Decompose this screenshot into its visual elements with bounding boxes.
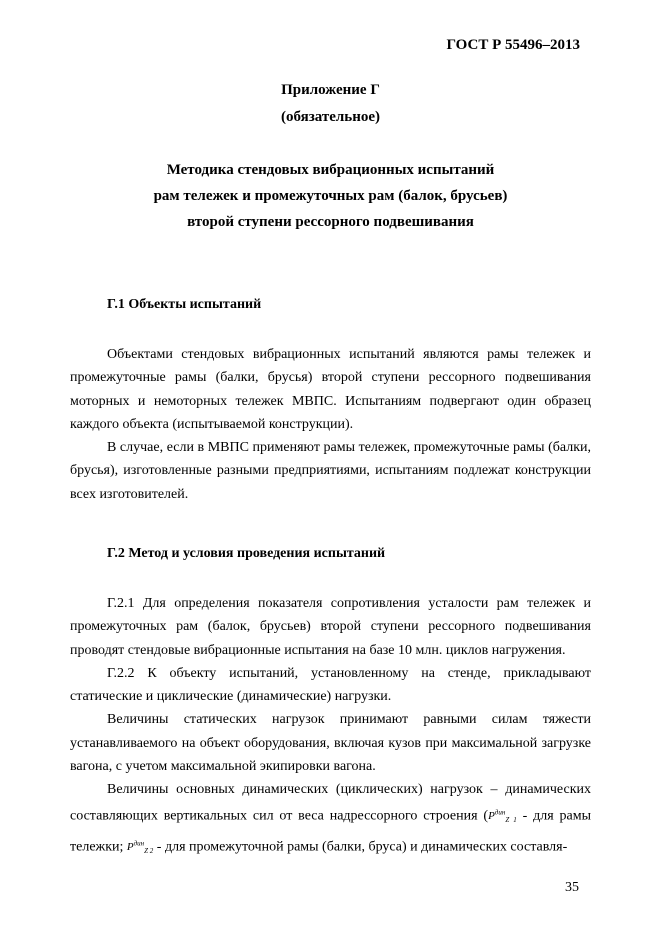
section-heading-g1: Г.1 Объекты испытаний — [107, 297, 262, 312]
appendix-heading-line-3: второй ступени рессорного подвешивания — [187, 214, 474, 230]
paragraph: Величины основных динамических (циклических) нагрузок – динамических составляющих вертикальных сил от веса надрессорного строения ($P^{дин}_{Z 1}$ - для рамы тележки; $P^{дин}_{Z 2}$ - для промежуточной рамы (балки, бруса) и динамических составля- — [70, 782, 591, 856]
page-number: 35 — [565, 880, 579, 895]
appendix-status: (обязательное) — [280, 109, 381, 125]
section-g2-body — [70, 592, 591, 864]
paragraph: Г.2.2 К объекту испытаний, установленному на стенде, прикладывают статические и циклические (динамические) нагрузки. — [70, 665, 591, 705]
paragraph: Г.2.1 Для определения показателя сопротивления усталости рам тележек и промежуточных рам (балок, брусьев) второй ступени рессорного подвешивания проводят стендовые вибрационные испытания на базе 10 млн. циклов нагружения. — [70, 596, 591, 658]
formula-pz2: $P^{дин}_{Z 2}$ — [126, 839, 154, 856]
formula-pz1: $P^{дин}_{Z 1}$ — [488, 808, 517, 825]
section-heading-g2: Г.2 Метод и условия проведения испытаний — [107, 546, 386, 561]
paragraph: Объектами стендовых вибрационных испытаний являются рамы тележек и промежуточные рамы (балки, брусья) второй ступени рессорного подвешивания моторных и немоторных тележек МВПС. Испытаниям подвергают один образец каждого объекта (испытываемой конструкции). — [70, 347, 591, 432]
paragraph: В случае, если в МВПС применяют рамы тележек, промежуточные рамы (балки, брусья), изготовленные разными предприятиями, испытаниям подлежат конструкции всех изготовителей. — [70, 440, 591, 502]
appendix-heading-line-2: рам тележек и промежуточных рам (балок, брусьев) — [153, 188, 508, 204]
standard-number: ГОСТ Р 55496–2013 — [446, 37, 580, 53]
paragraph: Величины статических нагрузок принимают равными силам тяжести устанавливаемого на объект оборудования, включая кузов при максимальной загрузке вагона, с учетом максимальной экипировки вагона. — [70, 712, 591, 775]
section-g1-body — [70, 343, 591, 506]
appendix-title: Приложение Г — [281, 82, 380, 98]
appendix-heading-line-1: Методика стендовых вибрационных испытаний — [166, 162, 495, 178]
